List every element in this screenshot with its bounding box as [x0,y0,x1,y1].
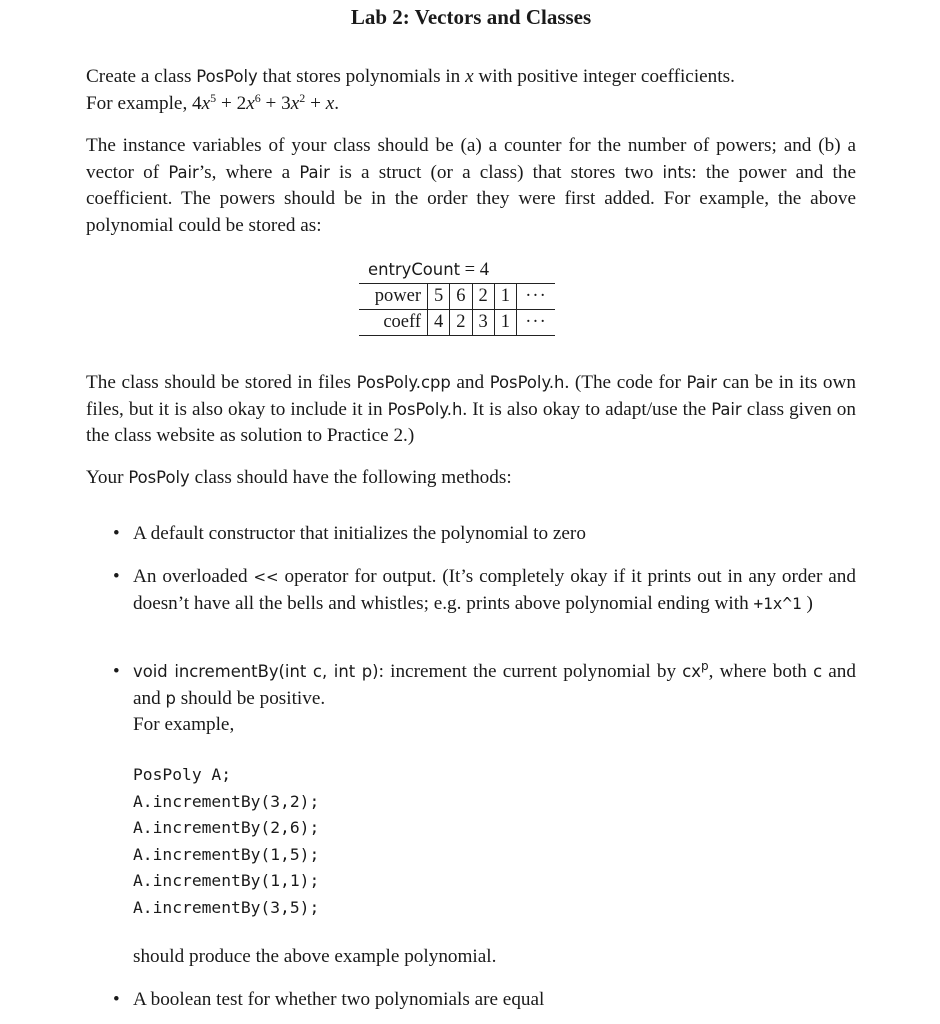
files-paragraph: The class should be stored in files PosPoly.cpp and PosPoly.h. (The code for Pair can be in its own files, but it is also okay to include it in PosPoly.h. It is also okay to adapt/use the Pair class given on the class website as solution to Practice 2.) [86,372,856,447]
bullet-icon: • [113,989,120,1010]
storage-table [359,283,555,336]
class-name: PosPoly [128,468,190,487]
intro-text: that stores polynomials in [257,66,466,87]
code-line: PosPoly A; [133,765,232,784]
table-cell: 1 [494,310,516,336]
list-item-output-operator: • An overloaded << operator for output. (It’s completely okay if it prints out in any order and doesn’t have all the bells and whistles; e.g. prints above polynomial ending with +1x^1 ) [113,566,856,614]
bullet-icon: • [113,661,120,682]
int-type: int [662,162,684,182]
intro-text: with positive integer coefficients. [473,66,735,87]
pair-name: Pair [299,162,330,182]
intro-paragraph [86,64,856,117]
table-cell: 6 [450,284,472,310]
filename-h: PosPoly.h [489,373,565,392]
class-name: PosPoly [196,67,258,86]
code-line: A.incrementBy(1,1); [133,871,320,891]
table-cell: 5 [428,284,450,310]
ellipsis-cell: ··· [517,310,556,336]
variable-x: x [465,66,474,87]
after-code-text: should produce the above example polynomial. [133,946,497,967]
filename-h: PosPoly.h [387,399,463,419]
code-block [133,762,319,922]
instance-variables-paragraph: The instance variables of your class should be (a) a counter for the number of powers; and (b) a vector of Pair’s, where a Pair is a struct (or a class) that stores two ints: the power and the coefficient. The powers should be in the order they were first added. For example, the above polynomial could be stored as: [86,135,857,236]
coeff-row [359,310,555,336]
ellipsis-cell: ··· [517,284,556,310]
page-title: Lab 2: Vectors and Classes [350,5,592,29]
example-polynomial: $4x^5 + 2x^6 + 3x^2 + x$. [192,90,340,114]
list-item-increment-by: • void incrementBy(int c, int p): increment the current polynomial by $cx^p$, where both c and and p should be positive. For example, [113,659,856,736]
table-cell: 2 [450,310,472,336]
pair-name: Pair [711,399,742,419]
table-cell: 2 [472,284,494,310]
methods-intro: Your PosPoly class should have the following methods: [86,467,512,488]
intro-text: For example, [86,92,193,114]
code-line: A.incrementBy(3,5); [133,897,320,917]
code-line: A.incrementBy(3,2); [133,791,320,811]
pair-name: Pair [686,373,718,392]
power-row [359,284,555,310]
table-cell: 3 [472,310,494,336]
pair-name: Pair [168,162,199,182]
entry-count: entryCount = 4 [368,260,489,280]
code-line: A.incrementBy(2,6); [133,818,320,838]
filename-cpp: PosPoly.cpp [356,373,451,392]
table-cell: 4 [428,310,450,336]
row-label: coeff [359,310,428,336]
table-cell: 1 [494,284,516,310]
list-item-equality-test: • A boolean test for whether two polynomials are equal [133,987,856,1014]
list-item-constructor: • A default constructor that initializes the polynomial to zero [133,521,856,548]
intro-text: Create a class [86,66,197,87]
method-signature: void incrementBy(int c, int p) [133,662,379,681]
code-line: A.incrementBy(1,5); [133,844,320,864]
row-label: power [359,284,428,310]
operator-symbol: << [253,568,279,586]
bullet-icon: • [113,523,120,544]
inline-code: +1x^1 [753,593,802,613]
bullet-icon: • [113,566,120,587]
